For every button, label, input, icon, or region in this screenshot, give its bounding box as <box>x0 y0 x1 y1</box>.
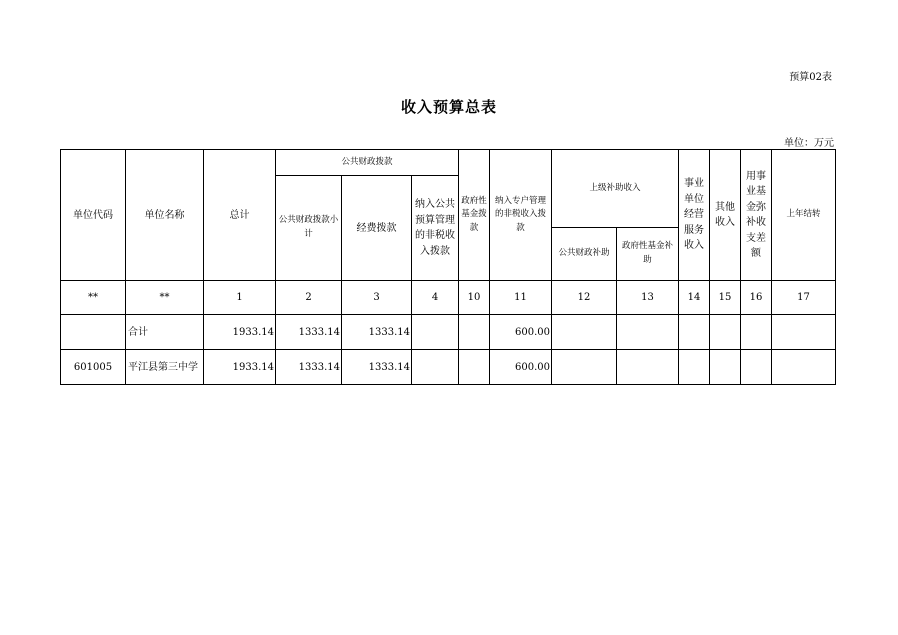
cell-other-income <box>710 350 741 385</box>
col-number: 2 <box>276 281 342 315</box>
col-number: 3 <box>342 281 412 315</box>
header-gov-fund: 政府性基金拨款 <box>459 150 490 281</box>
col-number: 16 <box>741 281 772 315</box>
cell-reserve-fund <box>741 315 772 350</box>
cell-gov-fund <box>459 350 490 385</box>
col-number: 10 <box>459 281 490 315</box>
cell-funds-allocation: 1333.14 <box>342 350 412 385</box>
header-public-subtotal: 公共财政拨款小计 <box>276 176 342 281</box>
col-number: 15 <box>710 281 741 315</box>
cell-nontax-public <box>412 315 459 350</box>
income-budget-table <box>60 149 836 385</box>
header-unit-code: 单位代码 <box>61 150 126 281</box>
header-nontax-public: 纳入公共预算管理的非税收入拨款 <box>412 176 459 281</box>
col-number: ** <box>61 281 126 315</box>
header-superior-subsidy: 上级补助收入 <box>552 150 679 228</box>
cell-nontax-special: 600.00 <box>490 315 552 350</box>
header-public-finance: 公共财政拨款 <box>276 150 459 176</box>
cell-unit-name: 合计 <box>126 315 204 350</box>
cell-public-subtotal: 1333.14 <box>276 350 342 385</box>
cell-gov-fund <box>459 315 490 350</box>
col-number: 12 <box>552 281 617 315</box>
table-row <box>61 350 836 385</box>
header-total: 总计 <box>204 150 276 281</box>
cell-nontax-public <box>412 350 459 385</box>
col-number: 11 <box>490 281 552 315</box>
cell-carryover <box>772 315 836 350</box>
header-sub-public: 公共财政补助 <box>552 228 617 281</box>
cell-sub-gov-fund <box>617 315 679 350</box>
header-sub-gov-fund: 政府性基金补助 <box>617 228 679 281</box>
header-reserve-fund: 用事业基金弥补收支差额 <box>741 150 772 281</box>
cell-total: 1933.14 <box>204 315 276 350</box>
header-unit-name: 单位名称 <box>126 150 204 281</box>
header-nontax-special: 纳入专户管理的非税收入拨款 <box>490 150 552 281</box>
cell-business-service <box>679 350 710 385</box>
cell-unit-name: 平江县第三中学 <box>126 350 204 385</box>
cell-reserve-fund <box>741 350 772 385</box>
cell-total: 1933.14 <box>204 350 276 385</box>
form-number: 预算02表 <box>789 72 832 83</box>
header-business-service: 事业单位经营服务收入 <box>679 150 710 281</box>
col-number: 14 <box>679 281 710 315</box>
cell-carryover <box>772 350 836 385</box>
table-row-total <box>61 315 836 350</box>
cell-public-subtotal: 1333.14 <box>276 315 342 350</box>
cell-business-service <box>679 315 710 350</box>
page-title: 收入预算总表 <box>400 98 497 116</box>
unit-label: 单位：万元 <box>784 138 834 149</box>
cell-other-income <box>710 315 741 350</box>
cell-sub-public <box>552 315 617 350</box>
cell-unit-code <box>61 315 126 350</box>
cell-unit-code: 601005 <box>61 350 126 385</box>
header-other-income: 其他收入 <box>710 150 741 281</box>
cell-sub-gov-fund <box>617 350 679 385</box>
col-number: 4 <box>412 281 459 315</box>
cell-sub-public <box>552 350 617 385</box>
col-number: 1 <box>204 281 276 315</box>
cell-nontax-special: 600.00 <box>490 350 552 385</box>
column-number-row <box>61 281 836 315</box>
header-funds-allocation: 经费拨款 <box>342 176 412 281</box>
col-number: ** <box>126 281 204 315</box>
cell-funds-allocation: 1333.14 <box>342 315 412 350</box>
col-number: 13 <box>617 281 679 315</box>
col-number: 17 <box>772 281 836 315</box>
header-carryover: 上年结转 <box>772 150 836 281</box>
